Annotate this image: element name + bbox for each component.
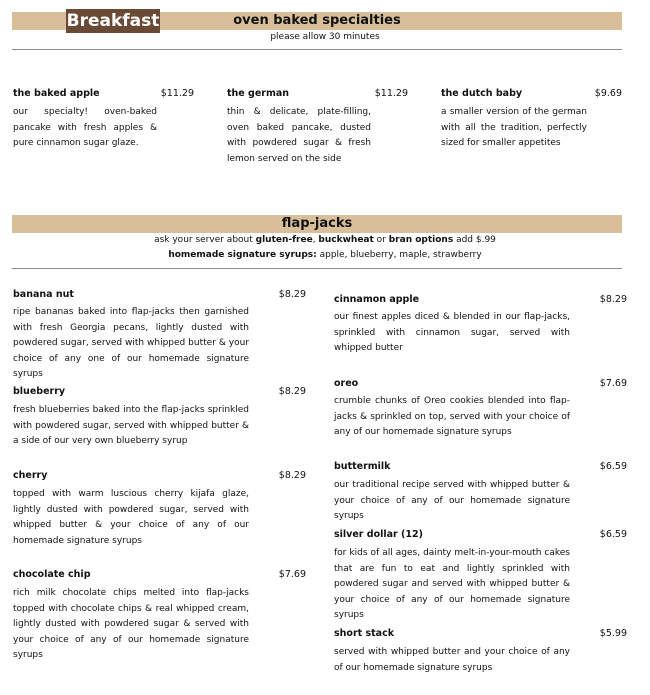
syrups-list: apple, blueberry, maple, strawberry bbox=[316, 250, 482, 260]
item-price: $11.29 bbox=[374, 88, 408, 99]
item-price: $8.29 bbox=[278, 289, 306, 300]
item-price: $7.69 bbox=[599, 378, 627, 389]
note-text: ask your server about bbox=[154, 235, 256, 245]
item-description: for kids of all ages, dainty melt-in-your-mouth cakes that are fun to eat and lightly sprinkled with powdered sugar and served with whipped butter & your choice of any of our homemade signature syrups bbox=[334, 548, 570, 620]
item-price: $6.59 bbox=[599, 529, 627, 540]
item-description: ripe bananas baked into flap-jacks then garnished with fresh Georgia pecans, lightly dusted with powdered sugar, served with whipped butter & your choice of any one of our homemade signature syrups bbox=[13, 307, 249, 379]
divider bbox=[12, 268, 622, 269]
options-note bbox=[0, 235, 650, 245]
note-option-gluten-free: gluten-free bbox=[255, 235, 313, 245]
note-option-bran: bran options bbox=[388, 235, 454, 245]
item-description: rich milk chocolate chips melted into flap-jacks topped with chocolate chips & real whipped cream, lightly dusted with powdered sugar & served with your choice of any of our homemade signature syrups bbox=[13, 588, 249, 660]
note-text: or bbox=[373, 235, 389, 245]
item-name: cinnamon apple bbox=[334, 294, 420, 305]
section-title: oven baked specialties bbox=[233, 13, 401, 28]
item-description: crumble chunks of Oreo cookies blended into flap-jacks & sprinkled on top, served with your choice of any of our homemade signature syrups bbox=[334, 396, 570, 437]
item-price: $8.29 bbox=[599, 294, 627, 305]
item-price: $5.99 bbox=[599, 628, 627, 639]
item-price: $6.59 bbox=[599, 461, 627, 472]
note-text: , bbox=[312, 235, 319, 245]
item-name: chocolate chip bbox=[13, 569, 91, 580]
item-price: $9.69 bbox=[594, 88, 622, 99]
item-name: cherry bbox=[13, 470, 48, 481]
item-price: $8.29 bbox=[278, 470, 306, 481]
item-description: served with whipped butter and your choice of any of our homemade signature syrups bbox=[334, 647, 570, 673]
syrups-label: homemade signature syrups: bbox=[168, 250, 317, 260]
divider bbox=[12, 49, 622, 50]
item-name: silver dollar (12) bbox=[334, 529, 423, 540]
breakfast-tag: Breakfast bbox=[66, 11, 160, 31]
note-text: add $.99 bbox=[453, 235, 496, 245]
item-name: short stack bbox=[334, 628, 395, 639]
item-name: blueberry bbox=[13, 386, 66, 397]
section-note: please allow 30 minutes bbox=[270, 32, 380, 42]
item-description: fresh blueberries baked into the flap-jacks sprinkled with powdered sugar, served with whipped butter & a side of our very own blueberry syrup bbox=[13, 405, 249, 446]
item-description: our traditional recipe served with whipped butter & your choice of any of our homemade signature syrups bbox=[334, 480, 570, 521]
section-banner-flap-jacks bbox=[12, 215, 622, 233]
item-name: the dutch baby bbox=[441, 88, 523, 99]
item-price: $11.29 bbox=[160, 88, 194, 99]
item-description: topped with warm luscious cherry kijafa glaze, lightly dusted with powdered sugar, served with whipped butter & your choice of any of our homemade signature syrups bbox=[13, 489, 249, 546]
item-name: the german bbox=[227, 88, 290, 99]
note-option-buckwheat: buckwheat bbox=[318, 235, 374, 245]
syrups-note bbox=[0, 250, 650, 260]
item-name: buttermilk bbox=[334, 461, 391, 472]
item-price: $7.69 bbox=[278, 569, 306, 580]
item-description: our specialty! oven-baked pancake with fresh apples & pure cinnamon sugar glaze. bbox=[13, 107, 157, 148]
item-price: $8.29 bbox=[278, 386, 306, 397]
item-name: oreo bbox=[334, 378, 359, 389]
item-name: the baked apple bbox=[13, 88, 100, 99]
item-name: banana nut bbox=[13, 289, 74, 300]
item-description: thin & delicate, plate-filling, oven baked pancake, dusted with powdered sugar & fresh lemon served on the side bbox=[227, 107, 371, 164]
section-title: flap-jacks bbox=[281, 216, 353, 231]
item-description: our finest apples diced & blended in our flap-jacks, sprinkled with cinnamon sugar, served with whipped butter bbox=[334, 312, 570, 353]
item-description: a smaller version of the german with all the tradition, perfectly sized for smaller appetites bbox=[441, 107, 587, 148]
